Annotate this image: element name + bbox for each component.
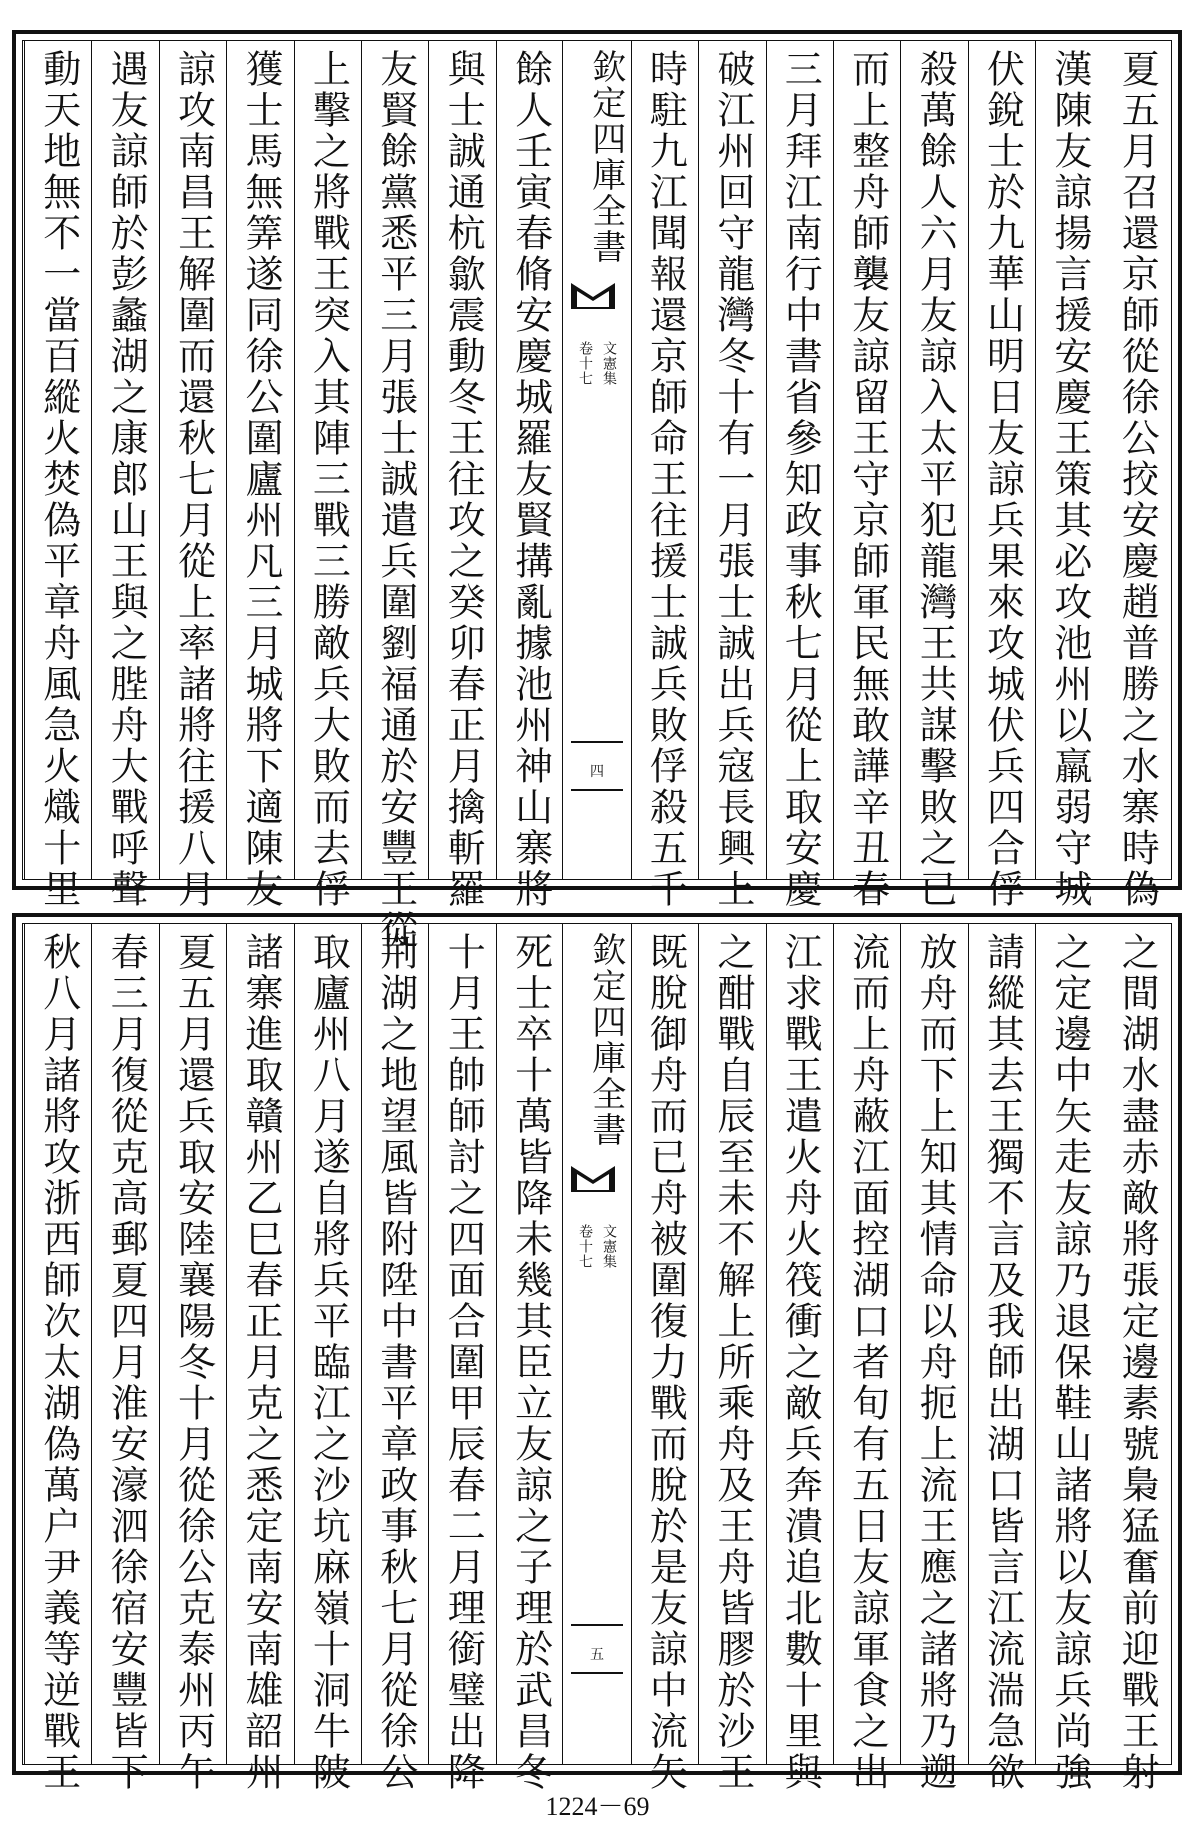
text-column <box>361 924 429 1793</box>
column-text: 伏銳士於九華山明日友諒兵果來攻城伏兵四合俘 <box>980 49 1025 910</box>
column-text: 夏五月召還京師從徐公挍安慶趙普勝之水寨時偽 <box>1115 49 1160 910</box>
column-text: 之酣戰自辰至未不解上所乘舟及王舟皆膠於沙王 <box>710 932 755 1793</box>
text-column <box>766 41 834 910</box>
column-text: 取廬州八月遂自將兵平臨江之沙坑麻嶺十洞牛陂 <box>306 932 351 1793</box>
text-column <box>968 41 1036 910</box>
column-text: 時駐九江聞報還京師命王往援士誠兵敗俘殺五千 <box>643 49 688 910</box>
column-text: 請縱其去王獨不言及我師出湖口皆言江流湍急欲 <box>980 932 1025 1793</box>
book-title: 欽定四庫全書 <box>585 49 626 265</box>
collection-volume-label <box>563 341 630 461</box>
column-text: 之間湖水盡赤敵將張定邊素號梟猛奮前迎戰王射 <box>1115 932 1160 1793</box>
collection-label: 文憲集 <box>601 1224 618 1269</box>
column-text: 秋八月諸將攻浙西師次太湖偽萬户尹義等逆戰王 <box>36 932 81 1793</box>
leaf-rule-top <box>571 1624 622 1626</box>
column-text: 流而上舟蔽江面控湖口者旬有五日友諒軍食之出 <box>845 932 890 1793</box>
leaf-rule-top <box>571 741 622 743</box>
book-title: 欽定四庫全書 <box>585 932 626 1148</box>
text-column <box>91 41 159 910</box>
text-column <box>698 924 766 1793</box>
text-column <box>496 924 564 1793</box>
text-column <box>900 924 968 1793</box>
collection-label: 文憲集 <box>601 341 618 386</box>
text-column <box>91 924 159 1793</box>
column-text: 諒攻南昌王解圍而還秋七月從上率諸將往援八月 <box>171 49 216 910</box>
text-column <box>24 41 92 910</box>
column-text: 殺萬餘人六月友諒入太平犯龍灣王共謀擊敗之已 <box>913 49 958 910</box>
text-column <box>496 41 564 910</box>
text-column <box>631 41 699 910</box>
column-text: 破江州回守龍灣冬十有一月張士誠出兵寇長興上 <box>710 49 755 910</box>
text-column <box>428 41 496 910</box>
text-column <box>1035 924 1103 1793</box>
text-column <box>361 41 429 951</box>
fishtail-mark-icon <box>569 281 617 311</box>
text-column <box>1104 41 1171 910</box>
volume-label: 卷十七 <box>577 1224 594 1269</box>
text-column <box>833 924 901 1793</box>
upper-page-inner-frame <box>22 40 1172 951</box>
upper-page-frame <box>12 30 1182 951</box>
column-text: 諸寨進取贛州乙巳春正月克之悉定南安南雄韶州 <box>238 932 283 1793</box>
column-text: 之定邊中矢走友諒乃退保鞋山諸將以友諒兵尚強 <box>1047 932 1092 1793</box>
text-column <box>24 924 92 1793</box>
center-fold-column <box>562 924 631 1764</box>
column-text: 放舟而下上知其情命以舟扼上流王應之諸將乃遡 <box>913 932 958 1793</box>
page-number-footer: 1224－69 <box>545 1792 650 1821</box>
text-column <box>428 924 496 1793</box>
column-text: 與士誠通杭歙震動冬王往攻之癸卯春正月擒斬羅 <box>441 49 486 910</box>
collection-volume-label <box>563 1224 630 1344</box>
text-column <box>159 41 227 910</box>
text-column <box>226 924 294 1793</box>
column-text: 三月拜江南行中書省參知政事秋七月從上取安慶 <box>778 49 823 910</box>
column-text: 十月王帥師討之四面合圍甲辰春二月理銜璧出降 <box>441 932 486 1793</box>
text-column <box>698 41 766 910</box>
column-text: 獲士馬無筭遂同徐公圍廬州凡三月城將下適陳友 <box>238 49 283 910</box>
text-column <box>294 924 362 1793</box>
column-text: 動天地無不一當百縱火焚偽平章舟風急火熾十里 <box>36 49 81 910</box>
text-column <box>766 924 834 1793</box>
column-text: 江求戰王遣火舟火筏衝之敵兵奔潰追北數十里與 <box>778 932 823 1793</box>
leaf-number: 五 <box>590 1647 605 1663</box>
column-text: 而上整舟師襲友諒留王守京師軍民無敢譁辛丑春 <box>845 49 890 910</box>
column-text: 既脫御舟而已舟被圍復力戰而脫於是友諒中流矢 <box>643 932 688 1793</box>
text-column <box>1104 924 1171 1793</box>
column-text: 春三月復從克高郵夏四月淮安濠泗徐宿安豐皆下 <box>104 932 149 1793</box>
column-text: 友賢餘黨悉平三月張士誠遣兵圍劉福通於安豐王從 <box>373 49 418 951</box>
column-text: 夏五月還兵取安陸襄陽冬十月從徐公克泰州丙午 <box>171 932 216 1793</box>
lower-page-frame <box>12 913 1182 1793</box>
volume-label: 卷十七 <box>577 341 594 386</box>
fishtail-mark-icon <box>569 1164 617 1194</box>
text-column <box>294 41 362 910</box>
text-column <box>159 924 227 1793</box>
column-text: 死士卒十萬皆降未幾其臣立友諒之子理於武昌冬 <box>508 932 553 1793</box>
text-column <box>1035 41 1103 910</box>
text-column <box>900 41 968 910</box>
center-fold-column <box>562 41 631 879</box>
column-text: 上擊之將戰王突入其陣三戰三勝敵兵大敗而去俘 <box>306 49 351 910</box>
column-text: 遇友諒師於彭蠡湖之康郎山王與之䏶舟大戰呼聲 <box>104 49 149 910</box>
leaf-rule-bottom <box>571 789 622 791</box>
column-text: 餘人壬寅春脩安慶城羅友賢搆亂據池州神山寨將 <box>508 49 553 910</box>
text-column <box>631 924 699 1793</box>
leaf-number: 四 <box>590 764 605 780</box>
text-column <box>833 41 901 910</box>
text-column <box>226 41 294 910</box>
lower-page-inner-frame <box>22 923 1172 1793</box>
text-column <box>968 924 1036 1793</box>
column-text: 荆湖之地望風皆附陞中書平章政事秋七月從徐公 <box>373 932 418 1793</box>
leaf-rule-bottom <box>571 1672 622 1674</box>
column-text: 漢陳友諒揚言援安慶王策其必攻池州以羸弱守城 <box>1047 49 1092 910</box>
